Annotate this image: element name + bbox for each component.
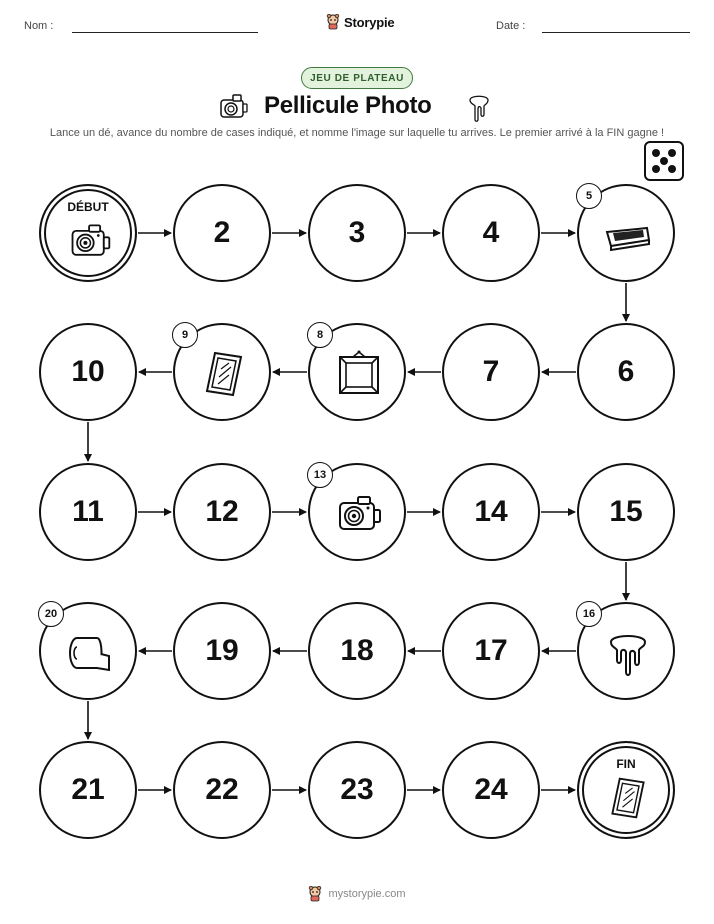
cell-number: 11 <box>72 495 104 528</box>
cell-label: FIN <box>616 757 636 771</box>
board-cell-18 <box>308 602 406 700</box>
board-cell-1 <box>39 184 137 282</box>
cell-number: 3 <box>348 216 366 249</box>
board-cell-17 <box>442 602 540 700</box>
cell-number-badge: 9 <box>172 322 198 348</box>
paper-roll-icon <box>65 628 115 678</box>
cell-label: DÉBUT <box>67 200 109 214</box>
cell-number: 24 <box>474 773 508 806</box>
name-label: Nom : <box>24 20 54 32</box>
cell-number: 7 <box>482 355 500 388</box>
board-cell-6 <box>577 323 675 421</box>
tablet-icon <box>605 775 651 821</box>
cell-number: 21 <box>71 773 105 806</box>
cell-number: 2 <box>213 216 231 249</box>
board-cell-13 <box>308 463 406 561</box>
cell-number: 10 <box>71 355 105 388</box>
board-cell-2 <box>173 184 271 282</box>
board-cell-10 <box>39 323 137 421</box>
brand-name: Storypie <box>344 14 395 30</box>
game-type-badge: JEU DE PLATEAU <box>301 67 413 89</box>
camera-icon <box>67 218 113 264</box>
cell-number-badge: 13 <box>307 462 333 488</box>
cell-number-badge: 5 <box>576 183 602 209</box>
cell-number: 17 <box>474 634 508 667</box>
page-title: Pellicule Photo <box>264 92 432 119</box>
board-cell-25 <box>577 741 675 839</box>
board-cell-23 <box>308 741 406 839</box>
board-cell-7 <box>442 323 540 421</box>
board-cell-21 <box>39 741 137 839</box>
tablet-icon <box>199 349 249 399</box>
board-cell-19 <box>173 602 271 700</box>
cell-number: 18 <box>340 634 374 667</box>
footer-url: mystorypie.com <box>328 888 406 900</box>
picture-frame-icon <box>334 349 384 399</box>
cell-number: 6 <box>617 355 635 388</box>
cell-number: 15 <box>609 495 643 528</box>
footer <box>0 886 714 902</box>
board-cell-22 <box>173 741 271 839</box>
board-cell-14 <box>442 463 540 561</box>
photo-tray-icon <box>603 210 653 260</box>
board-cell-11 <box>39 463 137 561</box>
instructions-text: Lance un dé, avance du nombre de cases indiqué, et nomme l'image sur laquelle tu arrives. Le premier arrivé à la FIN gagne ! <box>49 127 665 139</box>
cell-number-badge: 16 <box>576 601 602 627</box>
cell-number: 4 <box>482 216 500 249</box>
dripping-liquid-icon <box>603 628 653 678</box>
board-cell-4 <box>442 184 540 282</box>
board-cell-9 <box>173 323 271 421</box>
board-cell-8 <box>308 323 406 421</box>
board-cell-15 <box>577 463 675 561</box>
mascot-icon <box>308 886 322 902</box>
board-cell-20 <box>39 602 137 700</box>
date-label: Date : <box>496 20 526 32</box>
cell-number: 14 <box>474 495 508 528</box>
board-cell-12 <box>173 463 271 561</box>
board-cell-24 <box>442 741 540 839</box>
cell-number-badge: 8 <box>307 322 333 348</box>
cell-number-badge: 20 <box>38 601 64 627</box>
cell-number: 12 <box>205 495 239 528</box>
camera-icon <box>334 489 384 539</box>
cell-number: 19 <box>205 634 239 667</box>
cell-number: 22 <box>205 773 239 806</box>
board-cell-5 <box>577 184 675 282</box>
board-cell-16 <box>577 602 675 700</box>
board-cell-3 <box>308 184 406 282</box>
cell-number: 23 <box>340 773 374 806</box>
